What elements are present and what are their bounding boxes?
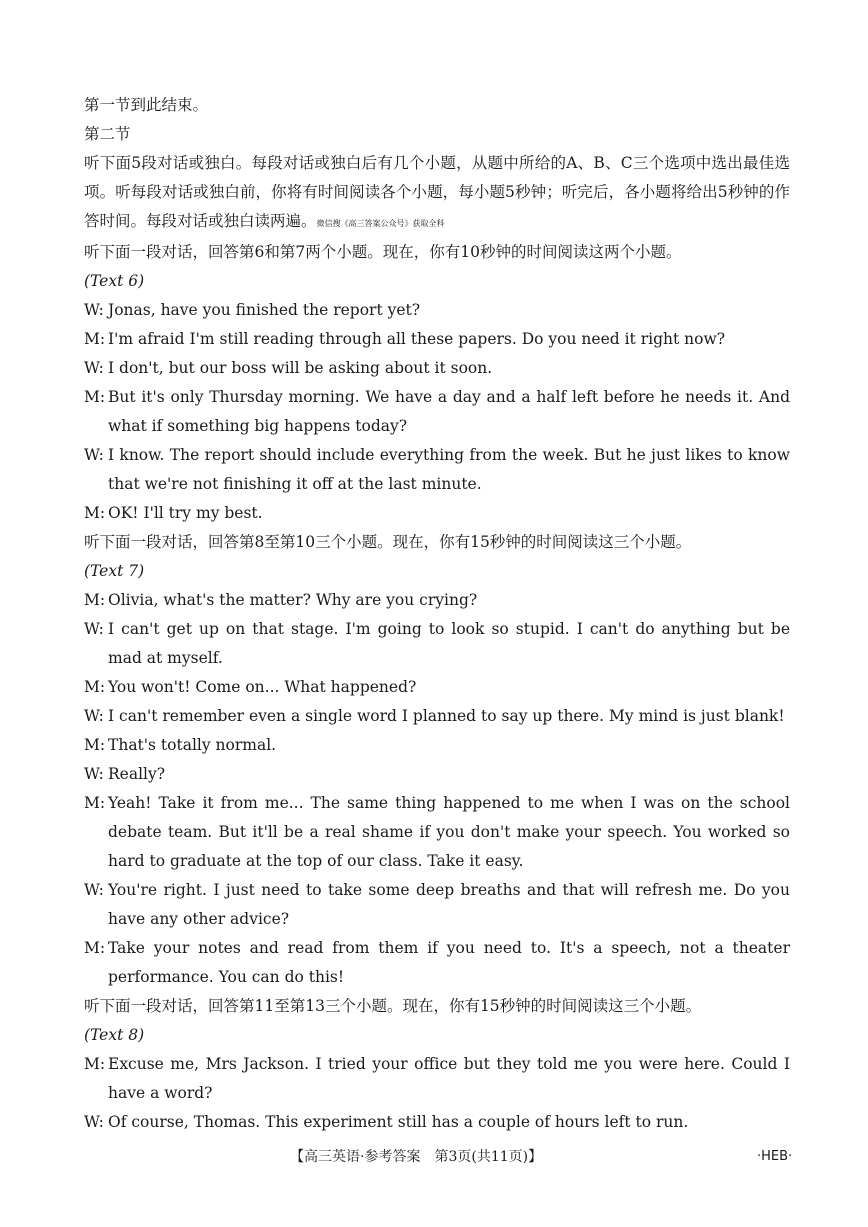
utterance-text: I'm afraid I'm still reading through all these papers. Do you need it right now? <box>108 330 726 348</box>
speaker-label: W: <box>84 301 104 319</box>
watermark-note: 微信搜《高三答案公众号》获取全科 <box>316 219 445 228</box>
utterance-text: Take your notes and read from them if you need to. It's a speech, not a theater performance. You can do this! <box>108 939 790 986</box>
utterance-text: Of course, Thomas. This experiment still has a couple of hours left to run. <box>108 1113 689 1131</box>
dialog-line <box>84 296 790 325</box>
text7-label: (Text 7) <box>84 562 145 580</box>
page-footer <box>0 1142 868 1172</box>
text8-dialog <box>84 1050 790 1137</box>
instructions-paragraph <box>84 149 790 238</box>
utterance-text: That's totally normal. <box>108 736 277 754</box>
text8-intro: 听下面一段对话，回答第11至第13三个小题。现在，你有15秒钟的时间阅读这三个小题。 <box>84 997 702 1015</box>
dialog-line <box>84 731 790 760</box>
utterance-text: I don't, but our boss will be asking about it soon. <box>108 359 493 377</box>
dialog-line <box>84 325 790 354</box>
speaker-label: W: <box>84 1113 104 1131</box>
dialog-line <box>84 383 790 441</box>
utterance-text: I can't remember even a single word I planned to say up there. My mind is just blank! <box>108 707 785 725</box>
utterance-text: You won't! Come on... What happened? <box>108 678 417 696</box>
dialog-line <box>84 354 790 383</box>
dialog-line <box>84 615 790 673</box>
section2-title: 第二节 <box>84 125 131 143</box>
dialog-line <box>84 760 790 789</box>
speaker-label: M: <box>84 939 106 957</box>
speaker-label: W: <box>84 881 104 899</box>
utterance-text: You're right. I just need to take some deep breaths and that will refresh me. Do you have any other advice? <box>108 881 790 928</box>
speaker-label: M: <box>84 736 106 754</box>
speaker-label: W: <box>84 359 104 377</box>
utterance-text: But it's only Thursday morning. We have a day and a half left before he needs it. And what if something big happens today? <box>108 388 790 435</box>
utterance-text: OK! I'll try my best. <box>108 504 263 522</box>
section1-end-line: 第一节到此结束。 <box>84 96 209 114</box>
utterance-text: Olivia, what's the matter? Why are you crying? <box>108 591 478 609</box>
dialog-line <box>84 876 790 934</box>
dialog-line <box>84 1050 790 1108</box>
speaker-label: M: <box>84 1055 106 1073</box>
utterance-text: Jonas, have you finished the report yet? <box>108 301 421 319</box>
speaker-label: M: <box>84 794 106 812</box>
dialog-line <box>84 702 790 731</box>
text6-dialog <box>84 296 790 528</box>
dialog-line <box>84 586 790 615</box>
speaker-label: M: <box>84 388 106 406</box>
utterance-text: Yeah! Take it from me... The same thing happened to me when I was on the school debate team. But it'll be a real shame if you don't make your speech. You worked so hard to graduate at the top of our class. Take it easy. <box>108 794 790 870</box>
speaker-label: M: <box>84 504 106 522</box>
text6-label: (Text 6) <box>84 272 145 290</box>
speaker-label: W: <box>84 620 104 638</box>
utterance-text: Really? <box>108 765 166 783</box>
utterance-text: I know. The report should include everything from the week. But he just likes to know that we're not finishing it off at the last minute. <box>108 446 790 493</box>
dialog-line <box>84 789 790 876</box>
dialog-line <box>84 934 790 992</box>
text6-intro: 听下面一段对话，回答第6和第7两个小题。现在，你有10秒钟的时间阅读这两个小题。 <box>84 243 682 261</box>
speaker-label: W: <box>84 765 104 783</box>
speaker-label: M: <box>84 678 106 696</box>
text7-dialog <box>84 586 790 992</box>
text8-label: (Text 8) <box>84 1026 145 1044</box>
utterance-text: Excuse me, Mrs Jackson. I tried your office but they told me you were here. Could I have a word? <box>108 1055 790 1102</box>
document-body <box>84 91 790 1137</box>
dialog-line <box>84 499 790 528</box>
dialog-line <box>84 673 790 702</box>
dialog-line <box>84 1108 790 1137</box>
utterance-text: I can't get up on that stage. I'm going to look so stupid. I can't do anything but be mad at myself. <box>108 620 790 667</box>
text7-intro: 听下面一段对话，回答第8至第10三个小题。现在，你有15秒钟的时间阅读这三个小题。 <box>84 533 692 551</box>
footer-code: ·HEB· <box>757 1149 793 1164</box>
instructions-text: 听下面5段对话或独白。每段对话或独白后有几个小题，从题中所给的A、B、C三个选项中选出最佳选项。听每段对话或独白前，你将有时间阅读各个小题，每小题5秒钟；听完后，各小题将给出5秒钟的作答时间。每段对话或独白读两遍。 <box>84 154 790 230</box>
speaker-label: M: <box>84 330 106 348</box>
footer-page-info: 【高三英语·参考答案 第3页(共11页)】 <box>290 1149 543 1165</box>
dialog-line <box>84 441 790 499</box>
speaker-label: M: <box>84 591 106 609</box>
speaker-label: W: <box>84 707 104 725</box>
speaker-label: W: <box>84 446 104 464</box>
